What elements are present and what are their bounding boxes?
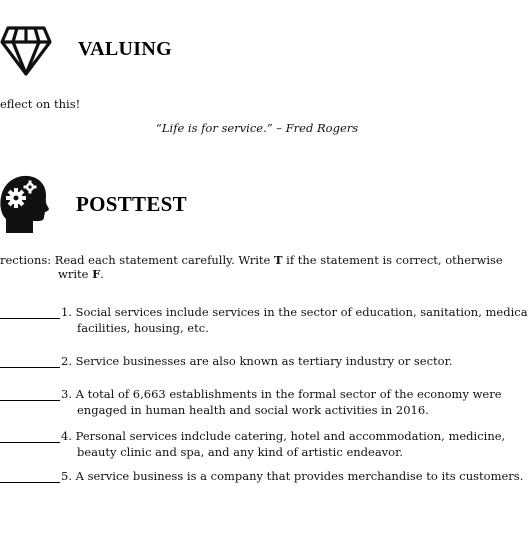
posttest-heading: POSTTEST	[76, 192, 187, 216]
directions-line-2	[58, 266, 104, 282]
question-1-line-2: facilities, housing, etc.	[77, 321, 209, 335]
answer-blank-5[interactable]	[0, 482, 60, 483]
directions-text-d: .	[100, 267, 104, 281]
head-gears-icon	[0, 173, 50, 235]
directions-false-letter: F	[92, 267, 101, 281]
question-item-1	[61, 304, 528, 336]
answer-blank-2[interactable]	[0, 367, 60, 368]
question-item-3	[61, 386, 502, 418]
question-2-line-1: 2. Service businesses are also known as tertiary industry or sector.	[61, 354, 453, 368]
answer-blank-1[interactable]	[0, 318, 60, 319]
directions-text-b: if the statement is correct, otherwise	[282, 253, 503, 267]
question-3-line-1: 3. A total of 6,663 establishments in the formal sector of the economy were	[61, 387, 502, 401]
directions-true-letter: T	[273, 253, 283, 267]
question-1-line-1: 1. Social services include services in the sector of education, sanitation, medica	[61, 305, 528, 319]
diamond-icon	[0, 22, 52, 78]
answer-blank-3[interactable]	[0, 400, 60, 401]
question-item-2	[61, 353, 466, 369]
question-4-line-1: 4. Personal services indclude catering, hotel and accommodation, medicine,	[61, 429, 506, 443]
question-item-4	[61, 428, 506, 460]
question-3-line-2: engaged in human health and social work activities in 2016.	[77, 403, 429, 417]
question-5-line-1: 5. A service business is a company that provides merchandise to its customers.	[61, 469, 524, 483]
answer-blank-4[interactable]	[0, 442, 60, 443]
question-4-line-2: beauty clinic and spa, and any kind of artistic endeavor.	[77, 445, 403, 459]
reflect-prompt: eflect on this!	[0, 97, 81, 111]
directions-text-c: write	[58, 267, 93, 281]
directions-text-a: rections: Read each statement carefully. Write	[0, 253, 274, 267]
question-item-5	[61, 468, 524, 484]
quote-text: “Life is for service.” – Fred Rogers	[156, 121, 359, 135]
valuing-heading: VALUING	[78, 38, 172, 60]
